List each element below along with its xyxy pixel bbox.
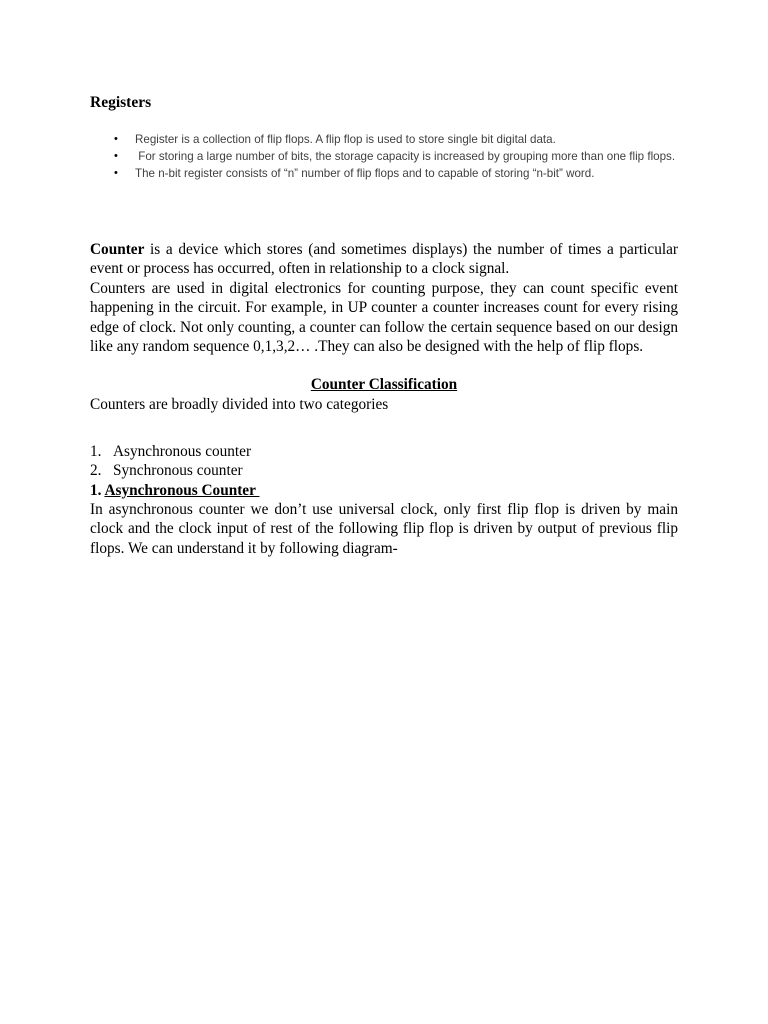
list-item (90, 131, 690, 148)
list-item (90, 165, 690, 182)
counter-definition-paragraph (90, 240, 678, 279)
list-item (90, 148, 690, 165)
bullet-icon: • (114, 133, 118, 145)
asynchronous-paragraph: In asynchronous counter we don’t use universal clock, only first flip flop is driven by main clock and the clock input of rest of the following flip flop is driven by output of previous flip flops. We can understand it by following diagram- (90, 501, 678, 557)
bullet-icon: • (114, 167, 118, 179)
bullet-text: For storing a large number of bits, the storage capacity is increased by grouping more than one flip flops. (135, 150, 676, 163)
classification-heading: Counter Classification (310, 376, 458, 393)
list-number: 2. (90, 462, 102, 480)
section-title: Asynchronous Counter (104, 482, 260, 499)
list-item (90, 442, 251, 461)
list-item (90, 461, 251, 480)
asynchronous-heading (90, 481, 259, 500)
counter-definition-text: is a device which stores (and sometimes displays) the number of times a particular event or process has occurred, often in relationship to a clock signal. (90, 241, 678, 278)
bullet-text: The n-bit register consists of “n” number of flip flops and to capable of storing “n-bit” word. (135, 167, 595, 180)
classification-intro: Counters are broadly divided into two categories (90, 396, 389, 413)
bullet-text: Register is a collection of flip flops. A flip flop is used to store single bit digital data. (135, 133, 556, 146)
list-number: 1. (90, 443, 102, 460)
registers-heading: Registers (90, 94, 152, 111)
registers-bullet-list (90, 131, 690, 182)
section-number: 1. (90, 482, 105, 499)
counter-lead-word: Counter (90, 241, 145, 258)
counter-usage-paragraph: Counters are used in digital electronics for counting purpose, they can count specific event happening in the circuit. For example, in UP counter a counter increases count for every rising edge of clock. Not only counting, a counter can follow the certain sequence based on our design like any random sequence 0,1,3,2… .They can also be designed with the help of flip flops. (90, 280, 678, 356)
category-list (90, 442, 251, 481)
list-label: Asynchronous counter (113, 443, 252, 460)
list-label: Synchronous counter (113, 462, 243, 480)
bullet-icon: • (114, 150, 118, 162)
